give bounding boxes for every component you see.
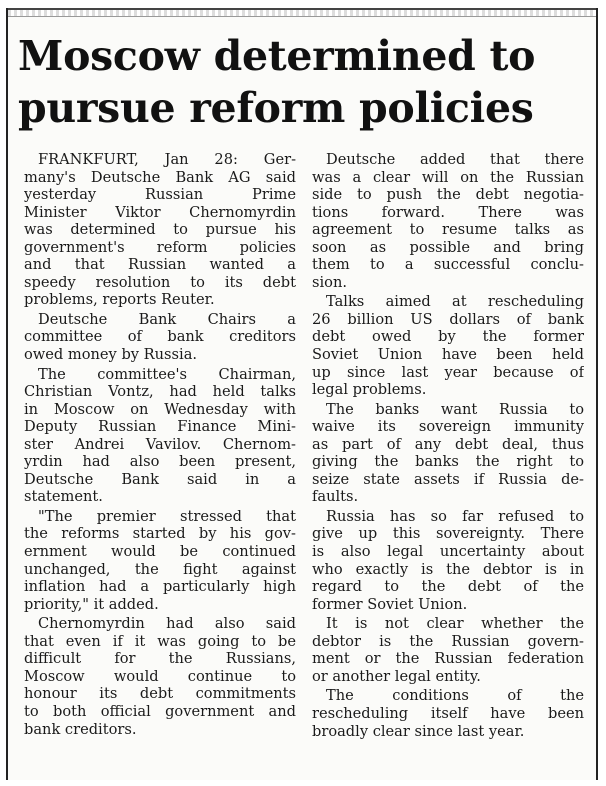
article-column-left <box>24 151 296 740</box>
article-paragraph <box>312 687 584 740</box>
text-line: debt owed by the former <box>312 328 584 346</box>
article-paragraph <box>312 401 584 506</box>
article-paragraph <box>312 293 584 398</box>
text-line: ment or the Russian federation <box>312 650 584 668</box>
text-line: the reforms started by his gov- <box>24 525 296 543</box>
headline <box>18 30 588 134</box>
text-line: statement. <box>24 488 103 506</box>
text-line: giving the banks the right to <box>312 453 584 471</box>
text-line: was a clear will on the Russian <box>312 168 584 186</box>
text-line: faults. <box>312 488 359 506</box>
text-line: was determined to pursue his <box>24 221 296 239</box>
text-line: agreement to resume talks as <box>312 221 584 239</box>
text-line: is also legal uncertainty about <box>312 543 584 561</box>
text-line: Deutsche Bank Chairs a <box>38 310 296 328</box>
text-line: Moscow would continue to <box>24 667 296 685</box>
article-paragraph <box>312 508 584 613</box>
text-line: honour its debt commitments <box>24 685 296 703</box>
text-line: former Soviet Union. <box>312 595 468 613</box>
text-line: and that Russian wanted a <box>24 256 296 274</box>
text-line: give up this sovereignty. There <box>312 525 584 543</box>
article-paragraph <box>24 615 296 738</box>
article-paragraph <box>24 311 296 364</box>
text-line: Deutsche Bank said in a <box>24 470 296 488</box>
article-paragraph <box>312 615 584 685</box>
top-rule <box>8 8 596 17</box>
text-line: The banks want Russia to <box>326 400 584 418</box>
text-line: to both official government and <box>24 702 296 720</box>
text-line: seize state assets if Russia de- <box>312 470 584 488</box>
article-paragraph <box>24 366 296 506</box>
text-line: committee of bank creditors <box>24 328 296 346</box>
article-paragraph <box>24 151 296 309</box>
text-line: yesterday Russian Prime <box>24 186 296 204</box>
text-line: speedy resolution to its debt <box>24 273 296 291</box>
text-line: soon as possible and bring <box>312 238 584 256</box>
text-line: yrdin had also been present, <box>24 453 296 471</box>
headline-line-1: Moscow determined to <box>18 32 536 80</box>
text-line: broadly clear since last year. <box>312 722 525 740</box>
text-line: owed money by Russia. <box>24 346 198 364</box>
text-line: legal problems. <box>312 381 427 399</box>
text-line: up since last year because of <box>312 363 584 381</box>
text-line: "The premier stressed that <box>38 507 296 525</box>
text-line: many's Deutsche Bank AG said <box>24 168 296 186</box>
text-line: The committee's Chairman, <box>38 365 296 383</box>
text-line: sion. <box>312 273 347 291</box>
text-line: in Moscow on Wednesday with <box>24 400 296 418</box>
text-line: debtor is the Russian govern- <box>312 632 584 650</box>
text-line: rescheduling itself have been <box>312 704 584 722</box>
text-line: side to push the debt negotia- <box>312 186 584 204</box>
text-line: Russia has so far refused to <box>326 507 584 525</box>
text-line: priority," it added. <box>24 595 159 613</box>
text-line: Deutsche added that there <box>326 151 584 168</box>
text-line: 26 billion US dollars of bank <box>312 310 584 328</box>
text-line: Talks aimed at rescheduling <box>326 293 584 311</box>
text-line: Christian Vontz, had held talks <box>24 383 296 401</box>
headline-line-2: pursue reform policies <box>18 84 534 132</box>
text-line: as part of any debt deal, thus <box>312 435 584 453</box>
text-line: Chernomyrdin had also said <box>38 615 296 633</box>
text-line: who exactly is the debtor is in <box>312 560 584 578</box>
text-line: It is not clear whether the <box>326 615 584 633</box>
text-line: unchanged, the fight against <box>24 560 296 578</box>
text-line: inflation had a particularly high <box>24 578 296 596</box>
text-line: Soviet Union have been held <box>312 346 584 364</box>
text-line: FRANKFURT, Jan 28: Ger- <box>38 151 296 168</box>
article-column-right <box>312 151 584 742</box>
text-line: bank creditors. <box>24 720 137 738</box>
text-line: ernment would be continued <box>24 543 296 561</box>
text-line: or another legal entity. <box>312 667 481 685</box>
text-line: tions forward. There was <box>312 203 584 221</box>
text-line: The conditions of the <box>326 687 584 705</box>
newspaper-clipping <box>6 8 598 780</box>
article-paragraph <box>24 508 296 613</box>
article-paragraph <box>312 151 584 291</box>
text-line: ster Andrei Vavilov. Chernom- <box>24 435 296 453</box>
text-line: problems, reports Reuter. <box>24 291 215 309</box>
text-line: difficult for the Russians, <box>24 650 296 668</box>
text-line: them to a successful conclu- <box>312 256 584 274</box>
text-line: that even if it was going to be <box>24 632 296 650</box>
text-line: Minister Viktor Chernomyrdin <box>24 203 296 221</box>
text-line: regard to the debt of the <box>312 578 584 596</box>
text-line: Deputy Russian Finance Mini- <box>24 418 296 436</box>
text-line: waive its sovereign immunity <box>312 418 584 436</box>
text-line: government's reform policies <box>24 238 296 256</box>
